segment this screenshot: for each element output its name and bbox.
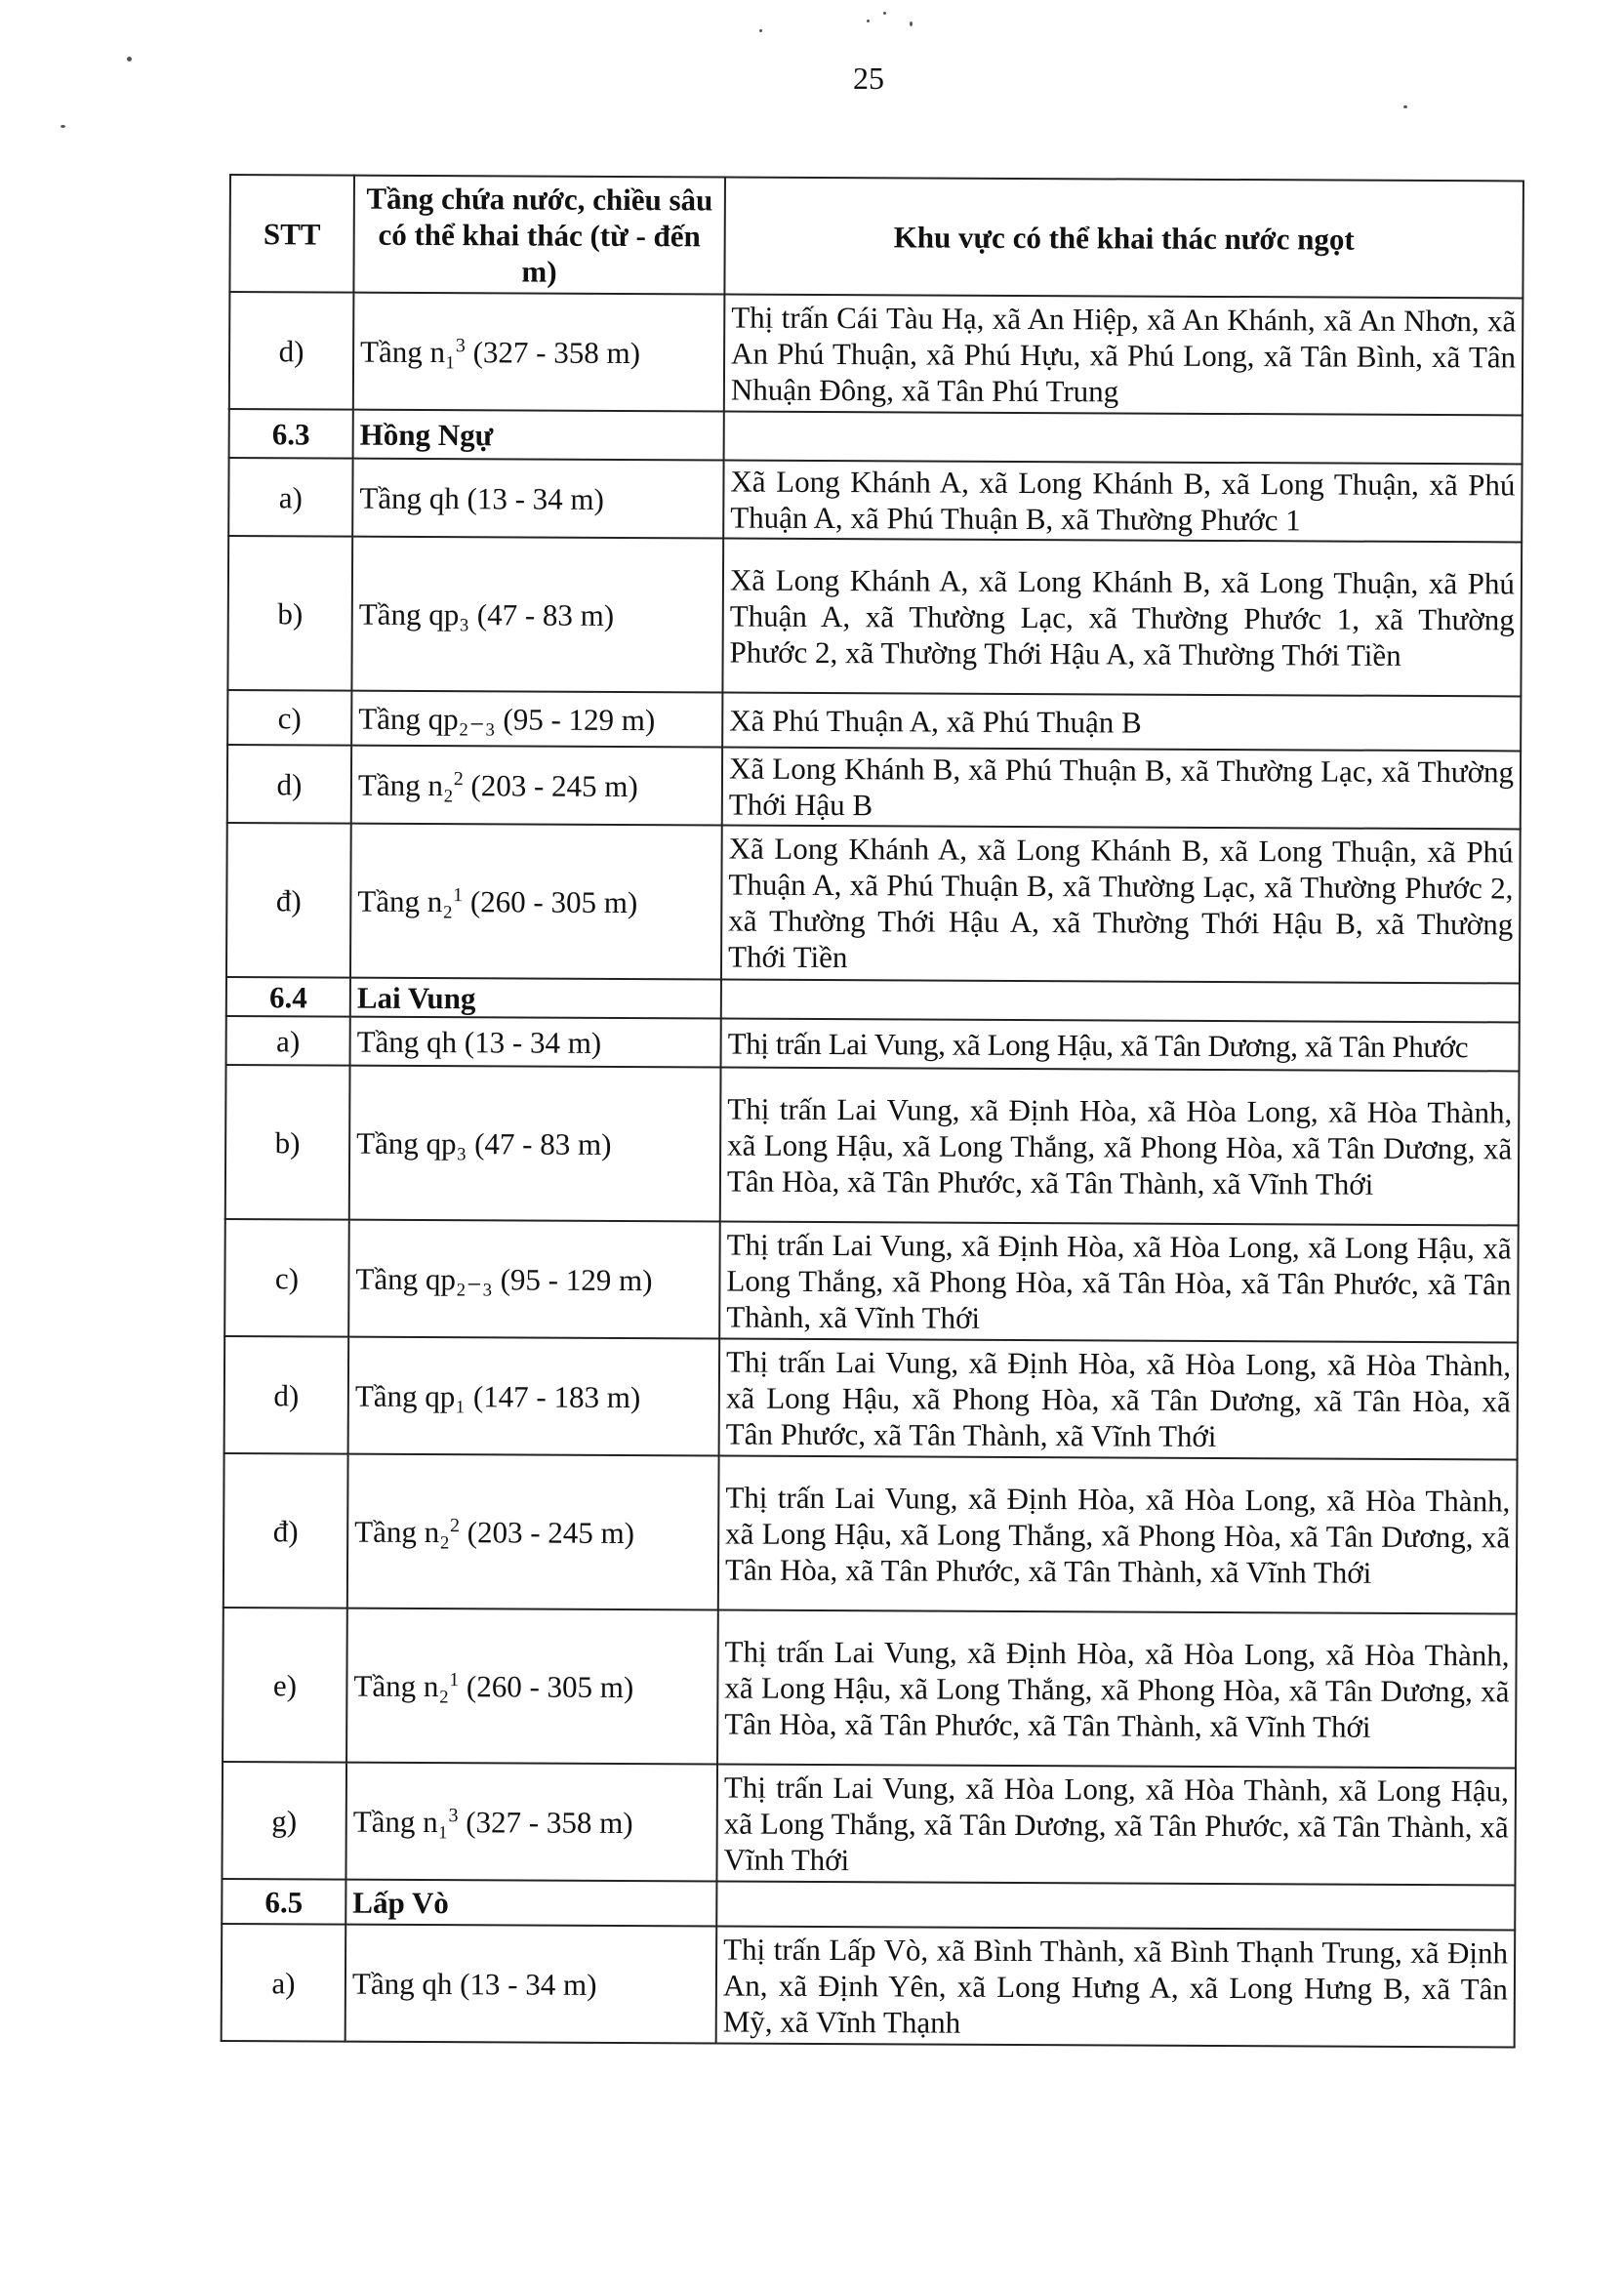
- table-row: [227, 690, 1521, 751]
- aquifer-layer-cell: Tầng n₁$^3$ (327 - 358 m): [353, 293, 725, 412]
- aquifer-layer-cell: Tầng n₁$^3$ (327 - 358 m): [345, 1763, 717, 1882]
- aquifer-layer-cell: Tầng qp₃ (47 - 83 m): [351, 537, 723, 693]
- table-row: [227, 745, 1521, 829]
- header-stt: STT: [229, 175, 354, 293]
- superscript: 1: [449, 1668, 460, 1690]
- table-row: [223, 1453, 1518, 1613]
- extraction-area-cell: Xã Long Khánh B, xã Phú Thuận B, xã Thường Lạc, xã Thường Thới Hậu B: [722, 747, 1521, 829]
- extraction-area-cell: Xã Phú Thuận A, xã Phú Thuận B: [722, 692, 1521, 751]
- extraction-area-cell: Xã Long Khánh A, xã Long Khánh B, xã Long Thuận, xã Phú Thuận A, xã Phú Thuận B, xã Thường Lạc, xã Thường Phước 2, xã Thường Thới Hậu A, xã Thường Thới Hậu B, xã Thường Thới Tiền: [721, 825, 1521, 983]
- superscript: 1: [453, 883, 464, 906]
- extraction-area-cell: [721, 979, 1520, 1022]
- stt-cell: đ): [223, 1453, 348, 1609]
- district-name-cell: Lai Vung: [350, 978, 721, 1019]
- extraction-area-cell: Thị trấn Lấp Vò, xã Bình Thành, xã Bình Thạnh Trung, xã Định An, xã Định Yên, xã Long Hưng A, xã Long Hưng B, xã Tân Mỹ, xã Vĩnh Thạnh: [716, 1926, 1516, 2047]
- table-row: [226, 823, 1521, 983]
- stt-cell: g): [222, 1762, 346, 1880]
- table-body: [222, 292, 1523, 2047]
- table-row: [222, 1762, 1516, 1885]
- aquifer-layer-cell: Tầng n₂$^2$ (203 - 245 m): [347, 1454, 719, 1610]
- stt-cell: 6.5: [222, 1879, 345, 1925]
- aquifer-layer-cell: Tầng qp₂₋₃ (95 - 129 m): [348, 1220, 720, 1339]
- aquifer-layer-cell: Tầng n₂$^1$ (260 - 305 m): [350, 824, 722, 980]
- stt-cell: d): [224, 1336, 349, 1454]
- superscript: 2: [449, 1514, 461, 1536]
- table-row: [223, 1608, 1517, 1768]
- aquifer-layer-cell: Tầng qp₃ (47 - 83 m): [349, 1066, 721, 1222]
- extraction-area-cell: Thị trấn Lai Vung, xã Định Hòa, xã Hòa Long, xã Hòa Thành, xã Long Hậu, xã Long Thắng, xã Phong Hòa, xã Tân Dương, xã Tân Hòa, xã Tân Phước, xã Tân Thành, xã Vĩnh Thới: [717, 1609, 1517, 1768]
- extraction-area-cell: Thị trấn Lai Vung, xã Định Hòa, xã Hòa Long, xã Hòa Thành, xã Long Hậu, xã Phong Hòa, xã Tân Dương, xã Tân Hòa, xã Tân Phước, xã Tân Thành, xã Vĩnh Thới: [719, 1338, 1519, 1459]
- extraction-area-cell: Thị trấn Lai Vung, xã Hòa Long, xã Hòa Thành, xã Long Hậu, xã Long Thắng, xã Tân Dương, xã Tân Phước, xã Tân Thành, xã Vĩnh Thới: [716, 1764, 1516, 1885]
- table-header-row: [229, 175, 1523, 298]
- stt-cell: a): [228, 458, 352, 537]
- extraction-area-cell: Thị trấn Lai Vung, xã Long Hậu, xã Tân Dương, xã Tân Phước: [721, 1018, 1520, 1071]
- table-row: [224, 1336, 1519, 1459]
- section-row: [229, 409, 1522, 464]
- stt-cell: e): [223, 1608, 347, 1763]
- section-row: [226, 977, 1520, 1022]
- extraction-area-cell: Thị trấn Cái Tàu Hạ, xã An Hiệp, xã An Khánh, xã An Nhơn, xã An Phú Thuận, xã Phú Hựu, xã Phú Long, xã Tân Bình, xã Tân Nhuận Đông, xã Tân Phú Trung: [724, 294, 1523, 415]
- superscript: 3: [455, 334, 466, 356]
- aquifer-layer-cell: Tầng qh (13 - 34 m): [352, 459, 723, 539]
- table-row: [228, 458, 1522, 542]
- aquifer-layer-cell: Tầng qh (13 - 34 m): [345, 1925, 717, 2044]
- aquifer-layer-cell: Tầng n₂$^2$ (203 - 245 m): [351, 746, 722, 826]
- stt-cell: đ): [226, 823, 351, 978]
- district-name-cell: Hồng Ngự: [353, 410, 724, 461]
- extraction-area-cell: Xã Long Khánh A, xã Long Khánh B, xã Long Thuận, xã Phú Thuận A, xã Thường Lạc, xã Thường Phước 1, xã Thường Phước 2, xã Thường Thới Hậu A, xã Thường Thới Tiền: [722, 538, 1522, 696]
- stt-cell: d): [229, 292, 354, 410]
- table-row: [222, 1924, 1516, 2047]
- table-row: [227, 536, 1522, 696]
- table-row: [226, 1016, 1520, 1071]
- table-row: [225, 1065, 1520, 1225]
- stt-cell: d): [227, 745, 351, 824]
- superscript: 3: [448, 1804, 459, 1826]
- stt-cell: 6.3: [229, 409, 353, 459]
- extraction-area-cell: [716, 1881, 1515, 1930]
- stt-cell: 6.4: [226, 977, 350, 1017]
- stt-cell: b): [225, 1065, 350, 1220]
- stt-cell: c): [224, 1219, 349, 1337]
- groundwater-table: [221, 174, 1524, 2048]
- page-number: 25: [853, 61, 884, 96]
- superscript: 2: [453, 767, 464, 790]
- aquifer-layer-cell: Tầng n₂$^1$ (260 - 305 m): [346, 1609, 718, 1765]
- aquifer-layer-cell: Tầng qp₁ (147 - 183 m): [348, 1337, 720, 1456]
- extraction-area-cell: Xã Long Khánh A, xã Long Khánh B, xã Long Thuận, xã Phú Thuận A, xã Phú Thuận B, xã Thường Phước 1: [723, 460, 1522, 542]
- stt-cell: a): [222, 1924, 346, 2042]
- stt-cell: c): [227, 690, 351, 746]
- aquifer-layer-cell: Tầng qh (13 - 34 m): [350, 1017, 721, 1068]
- aquifer-layer-cell: Tầng qp₂₋₃ (95 - 129 m): [351, 691, 722, 748]
- stt-cell: b): [227, 536, 352, 691]
- header-layer: Tầng chứa nước, chiều sâu có thể khai thác (từ - đến m): [353, 176, 725, 295]
- stt-cell: a): [226, 1016, 350, 1066]
- section-row: [222, 1879, 1515, 1930]
- extraction-area-cell: Thị trấn Lai Vung, xã Định Hòa, xã Hòa Long, xã Hòa Thành, xã Long Hậu, xã Long Thắng, xã Phong Hòa, xã Tân Dương, xã Tân Hòa, xã Tân Phước, xã Tân Thành, xã Vĩnh Thới: [718, 1455, 1518, 1613]
- table-row: [229, 292, 1523, 415]
- district-name-cell: Lấp Vò: [345, 1880, 716, 1927]
- extraction-area-cell: Thị trấn Lai Vung, xã Định Hòa, xã Hòa Long, xã Long Hậu, xã Long Thắng, xã Phong Hòa, xã Tân Hòa, xã Tân Phước, xã Tân Thành, xã Vĩnh Thới: [719, 1221, 1519, 1342]
- header-area: Khu vực có thể khai thác nước ngọt: [724, 177, 1523, 298]
- extraction-area-cell: Thị trấn Lai Vung, xã Định Hòa, xã Hòa Long, xã Hòa Thành, xã Long Hậu, xã Long Thắng, xã Phong Hòa, xã Tân Dương, xã Tân Hòa, xã Tân Phước, xã Tân Thành, xã Vĩnh Thới: [720, 1067, 1520, 1225]
- extraction-area-cell: [724, 411, 1522, 464]
- table-row: [224, 1219, 1519, 1342]
